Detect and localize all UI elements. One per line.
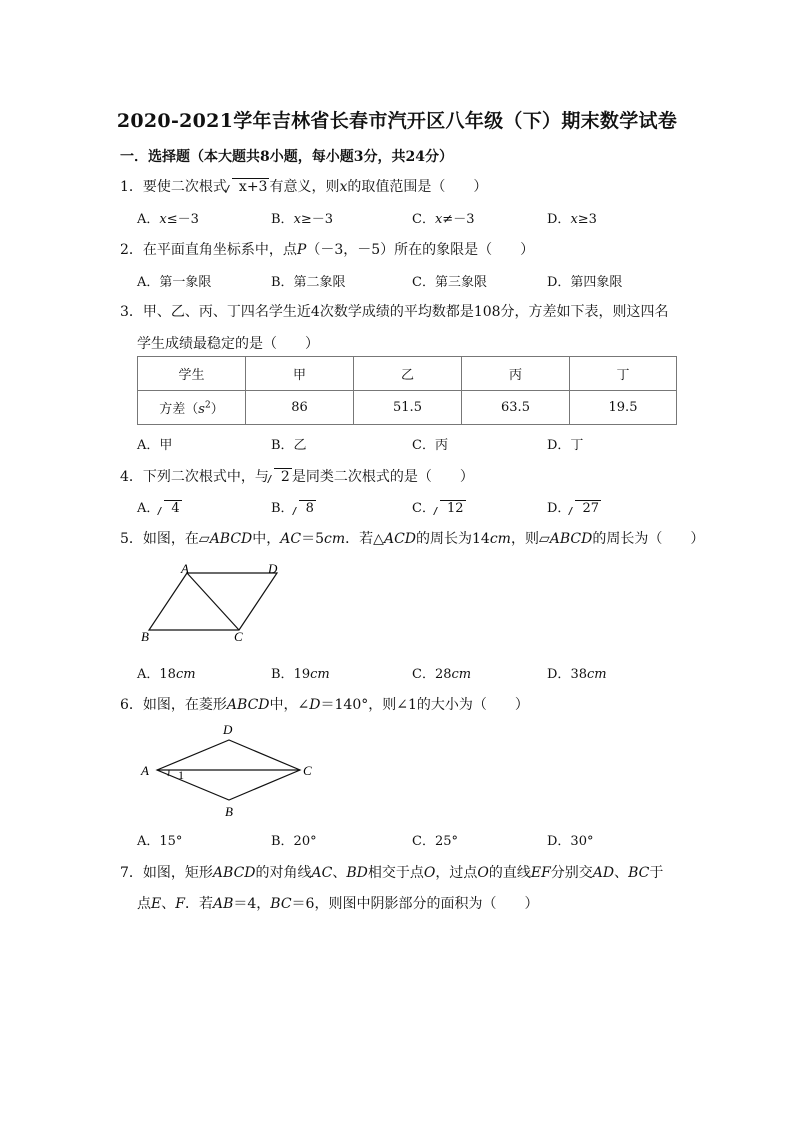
table-header-cell: 丁 — [570, 357, 677, 391]
parallelogram-figure — [130, 560, 300, 650]
q5-option-d[interactable]: D．38cm — [547, 667, 607, 682]
section-heading: 一．选择题（本大题共8小题，每小题3分，共24分） — [120, 149, 453, 165]
rhombus-figure — [135, 718, 325, 823]
label-a: A — [181, 561, 189, 576]
q4-option-d[interactable]: D． 27 — [547, 501, 599, 516]
q3-option-c[interactable]: C．丙 — [412, 438, 448, 453]
table-cell: 19.5 — [570, 391, 677, 425]
q1-suffix-b: 的取值范围是（ ） — [347, 179, 488, 195]
label-a: A — [141, 763, 149, 778]
question-2 — [120, 239, 534, 259]
q1-suffix-a: 有意义，则 — [269, 179, 340, 195]
q1-radicand: x+3 — [238, 179, 268, 195]
sqrt-8: 8 — [294, 501, 316, 516]
q1-option-b[interactable]: B．x≥－3 — [271, 212, 334, 227]
question-3-line-2: 学生成绩最稳定的是（ ） — [137, 336, 319, 352]
table-cell: 86 — [246, 391, 354, 425]
label-b: B — [141, 629, 149, 644]
label-c: C — [303, 763, 312, 778]
q4-option-b[interactable]: B． 8 — [271, 501, 314, 516]
question-4 — [120, 466, 474, 486]
angle-arc — [168, 770, 169, 776]
q5-option-c[interactable]: C．28cm — [412, 667, 472, 682]
question-5: 5．如图，在▱ABCD中，AC＝5cm．若△ACD的周长为14cm，则▱ABCD的周长为（ ） — [120, 531, 705, 547]
table-header-cell: 甲 — [246, 357, 354, 391]
q3-option-d[interactable]: D．丁 — [547, 438, 584, 453]
question-3-line-1: 3．甲、乙、丙、丁四名学生近4次数学成绩的平均数都是108分，方差如下表，则这四名 — [120, 304, 669, 320]
q3-option-b[interactable]: B．乙 — [271, 438, 307, 453]
q4-text-a: 4．下列二次根式中，与 — [120, 469, 269, 485]
q1-option-d[interactable]: D．x≥3 — [547, 212, 597, 227]
q6-option-c[interactable]: C．25° — [412, 834, 458, 849]
q2-option-d[interactable]: D．第四象限 — [547, 275, 623, 290]
q1-prefix: 1．要使二次根式 — [120, 179, 227, 195]
q4-option-a[interactable]: A． 4 — [137, 501, 180, 516]
q2-option-c[interactable]: C．第三象限 — [412, 275, 487, 290]
sqrt-4: 4 — [159, 501, 181, 516]
question-7-line-1: 7．如图，矩形ABCD的对角线AC、BD相交于点O，过点O的直线EF分别交AD、BC于 — [120, 865, 664, 881]
question-7-line-2: 点E、F．若AB＝4，BC＝6，则图中阴影部分的面积为（ ） — [137, 896, 539, 912]
question-1 — [120, 176, 487, 196]
label-d: D — [268, 561, 278, 576]
diagonal-ac — [187, 573, 239, 630]
q2-option-a[interactable]: A．第一象限 — [137, 275, 212, 290]
q4-option-c[interactable]: C． 12 — [412, 501, 464, 516]
sqrt-12: 12 — [435, 501, 466, 516]
q2-point: P — [296, 242, 307, 258]
q6-option-b[interactable]: B．20° — [271, 834, 317, 849]
sqrt-27: 27 — [570, 501, 601, 516]
q1-option-c[interactable]: C．x≠－3 — [412, 212, 475, 227]
variance-table — [137, 356, 677, 425]
table-header-row — [138, 357, 677, 391]
q1-option-a[interactable]: A．x≤－3 — [137, 212, 199, 227]
table-header-cell: 学生 — [138, 357, 246, 391]
question-6: 6．如图，在菱形ABCD中，∠D＝140°，则∠1的大小为（ ） — [120, 697, 529, 713]
label-c: C — [234, 629, 243, 644]
q5-option-a[interactable]: A．18cm — [137, 667, 196, 682]
table-row — [138, 391, 677, 425]
sqrt-x-plus-3 — [227, 179, 270, 195]
sqrt-2: 2 — [269, 469, 292, 485]
label-d: D — [223, 722, 233, 737]
q2-text-b: （－3，－5）所在的象限是（ ） — [306, 242, 535, 258]
angle-1-label: 1 — [178, 768, 184, 782]
table-header-cell: 丙 — [462, 357, 570, 391]
page-title: 2020-2021学年吉林省长春市汽开区八年级（下）期末数学试卷 — [116, 110, 678, 132]
q6-option-d[interactable]: D．30° — [547, 834, 594, 849]
q6-option-a[interactable]: A．15° — [137, 834, 183, 849]
q3-option-a[interactable]: A．甲 — [137, 438, 173, 453]
q5-option-b[interactable]: B．19cm — [271, 667, 330, 682]
q4-text-b: 是同类二次根式的是（ ） — [291, 469, 474, 485]
table-header-cell: 乙 — [354, 357, 462, 391]
table-row-label: 方差$(s^2)$ — [138, 391, 246, 425]
q2-option-b[interactable]: B．第二象限 — [271, 275, 346, 290]
label-b: B — [225, 804, 233, 819]
table-cell: 63.5 — [462, 391, 570, 425]
table-cell: 51.5 — [354, 391, 462, 425]
q2-text-a: 2．在平面直角坐标系中，点 — [120, 242, 297, 258]
q1-var: x — [339, 179, 348, 195]
